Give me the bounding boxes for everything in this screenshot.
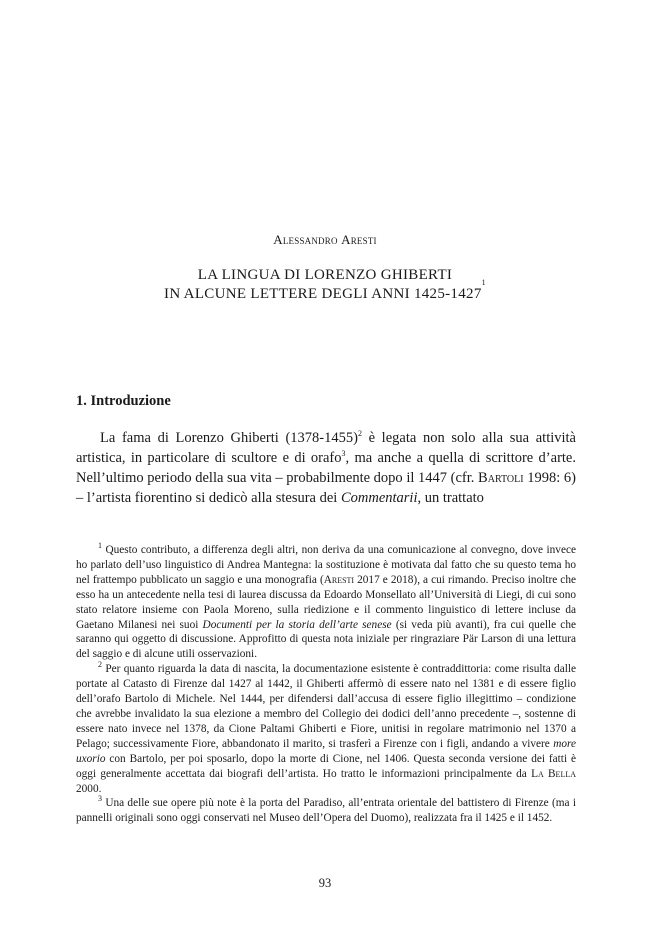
author-last-name: Aresti [341,232,377,247]
footnote-text: (si veda più avanti), fra cui quelle che saranno qui oggetto di discussione. Approfitto di questa nota iniziale per ringraziare Pär Larson di una lettura del saggio e di alcune utili osservazioni. [76,618,576,661]
footnote-ref-3: 3 [341,449,346,459]
body-text-run: , ma anche a quella di scrittore d’arte. Nell’ultimo periodo della sua vita – probabilmente dopo il 1447 (cfr. [76,450,576,486]
title-footnote-ref: 1 [481,278,486,287]
work-title: Documenti per la storia dell’arte senese [202,618,392,631]
body-text [76,428,576,508]
body-paragraph [76,428,576,508]
footnote-text: 2017 e 2018), a cui rimando. Preciso inoltre che esso ha un antecedente nella tesi di laurea discussa da Edoardo Monsellato all’Università di Liegi, di cui sono stato relatore insieme con Paola Moreno, sulla riedizione e il commento linguistico di lettere incluse da Gaetano Milanesi nei suoi [76,573,576,631]
footnote-text: 2000. [76,782,102,795]
title-line-1: LA LINGUA DI LORENZO GHIBERTI [197,267,453,283]
article-title [0,266,650,304]
latin-phrase: more uxorio [76,737,576,765]
page-number: 93 [318,876,332,890]
citation-author: Bartoli [478,470,524,486]
citation-author: Aresti [323,573,355,586]
footnote-3 [76,796,576,826]
work-title: Commentarii [340,490,418,506]
footnote-text: Questo contributo, a differenza degli altri, non deriva da una comunicazione al convegno, dove invece ho parlato dell’uso linguistico di Andrea Mantegna: la sostituzione è motivata dal fatto che su questo tema ho nel frattempo pubblicato un saggio e una monografia ( [76,544,576,586]
footnote-text: Per quanto riguarda la data di nascita, la documentazione esistente è contraddittoria: come risulta dalle portate al Catasto di Firenze dal 1427 al 1442, il Ghiberti affermò di essere nato nel 1381 e di essere figlio dell’orafo Bartolo di Michele. Nel 1444, per difendersi dall’accusa di essere figlio illegittimo – condizione che avrebbe invalidato la sua elezione a membro del Collegio dei dodici dell’anno precedente –, sostenne di essere nato invece nel 1378, da Cione Paltami Ghiberti e Fiore, unitisi in regolare matrimonio nel 1370 a Pelago; successivamente Fiore, abbandonato il marito, si trasferì a Firenze con i figli, andando a vivere [76,663,577,750]
footnotes [76,543,576,826]
footnote-1 [76,543,576,662]
footnote-ref-2: 2 [357,429,362,439]
footnote-text: con Bartolo, per poi sposarlo, dopo la morte di Cione, nel 1406. Questa seconda versione dei fatti è oggi generalmente accettata dai biografi dell’artista. Ho tratto le informazioni principalmente da [76,752,576,780]
footnote-2 [76,662,576,796]
title-line-2 [0,278,650,304]
body-text-run: La fama di Lorenzo Ghiberti (1378-1455) [100,430,358,446]
author-first-name: Alessandro [273,232,338,247]
title-line-2-text: IN ALCUNE LETTERE DEGLI ANNI 1425-1427 [164,286,482,302]
body-text-run: è legata non solo alla sua attività artistica, in particolare di scultore e di orafo [76,430,576,466]
footnote-number: 1 [98,541,102,551]
author-name [0,232,650,248]
footnote-text: Una delle sue opere più note è la porta del Paradiso, all’entrata orientale del battistero di Firenze (ma i pannelli originali sono oggi conservati nel Museo dell’Opera del Duomo), realizzata fra il 1425 e il 1452. [76,797,576,825]
body-text-run: 1998: 6) – l’artista fiorentino si dedicò alla stesura dei [76,470,576,506]
citation-author: La Bella [531,767,576,780]
body-text-run: , un trattato [417,490,484,506]
section-heading: 1. Introduzione [76,393,171,409]
footnote-number: 2 [98,660,102,670]
footnote-number: 3 [98,794,102,804]
